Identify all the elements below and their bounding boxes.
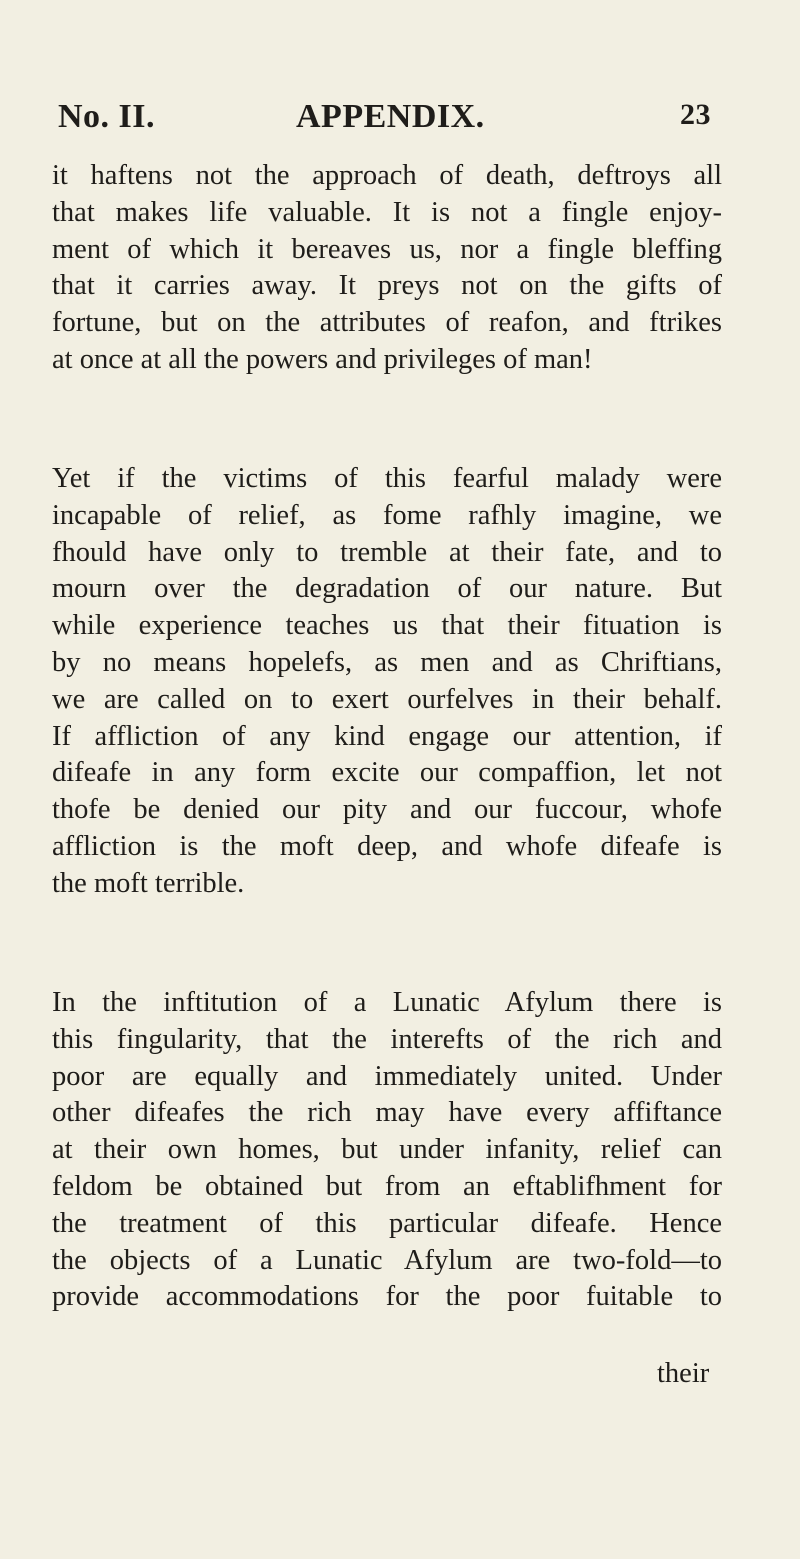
- text-line: thofe be denied our pity and our fuccour, whofe: [52, 794, 722, 826]
- text-line: Yet if the victims of this fearful malady were: [52, 463, 722, 494]
- text-line: this fingularity, that the interefts of the rich and: [52, 1023, 722, 1055]
- text-line: while experience teaches us that their fituation is: [52, 610, 722, 642]
- text-line: at once at all the powers and privileges of man!: [52, 343, 593, 375]
- text-line: If affliction of any kind engage our attention, if: [52, 720, 722, 752]
- paragraph-3: [52, 985, 722, 1316]
- running-head: [58, 98, 718, 148]
- text-line: poor are equally and immediately united. Under: [52, 1060, 722, 1092]
- text-line: affliction is the moft deep, and whofe difeafe is: [52, 830, 722, 862]
- section-label: No. II.: [58, 98, 156, 135]
- text-line: fortune, but on the attributes of reafon, and ftrikes: [52, 307, 722, 339]
- text-line: the moft terrible.: [52, 867, 245, 899]
- page-title: APPENDIX.: [296, 98, 485, 135]
- text-line: In the inftitution of a Lunatic Afylum there is: [52, 987, 722, 1018]
- text-line: feldom be obtained but from an eftablifhment for: [52, 1170, 722, 1202]
- text-line: other difeafes the rich may have every affiftance: [52, 1097, 722, 1129]
- text-line: ment of which it bereaves us, nor a fingle bleffing: [52, 233, 722, 265]
- text-line: we are called on to exert ourfelves in their behalf.: [52, 683, 722, 715]
- text-line: that makes life valuable. It is not a fingle enjoy-: [52, 196, 722, 228]
- text-line: the objects of a Lunatic Afylum are two-fold—to: [52, 1244, 722, 1276]
- text-line: by no means hopelefs, as men and as Chriftians,: [52, 646, 722, 678]
- text-line: fhould have only to tremble at their fate, and to: [52, 536, 722, 568]
- text-line: difeafe in any form excite our compaffion, let not: [52, 757, 722, 789]
- page-number: 23: [680, 98, 711, 131]
- paragraph-1: [52, 158, 722, 379]
- text-line: it haftens not the approach of death, deftroys all: [52, 160, 722, 191]
- text-line: incapable of relief, as fome rafhly imagine, we: [52, 499, 722, 531]
- text-line: mourn over the degradation of our nature. But: [52, 573, 722, 605]
- text-line: at their own homes, but under infanity, relief can: [52, 1134, 722, 1166]
- catchword: their: [657, 1358, 710, 1389]
- text-line: provide accommodations for the poor fuitable to: [52, 1281, 722, 1313]
- text-line: that it carries away. It preys not on the gifts of: [52, 270, 722, 302]
- text-line: the treatment of this particular difeafe. Hence: [52, 1207, 722, 1239]
- paragraph-2: [52, 461, 722, 903]
